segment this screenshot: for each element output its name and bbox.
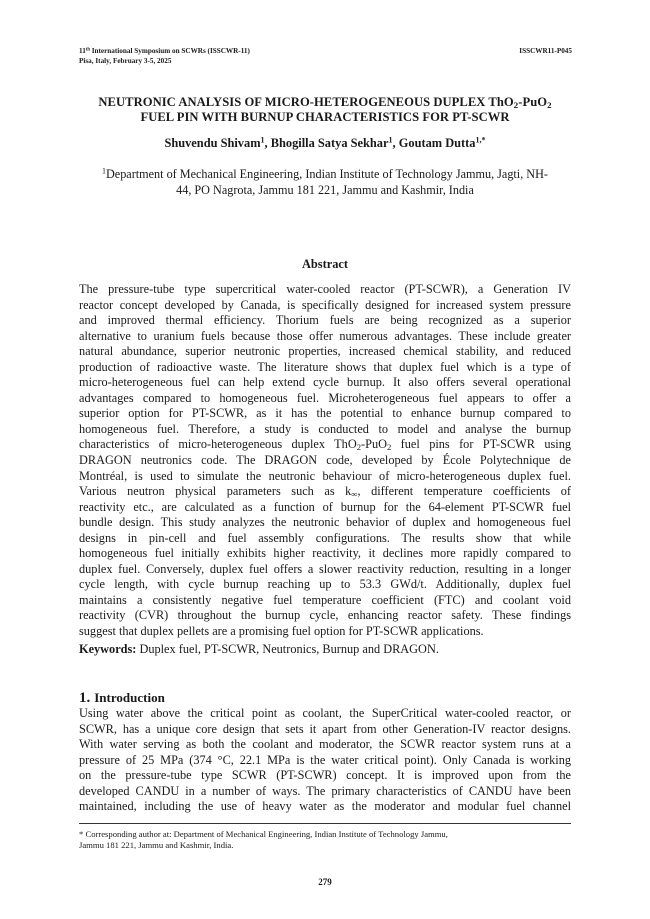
body-line: SCWR, has a unique core design that sets it apart from other Generation-IV reactor designs. xyxy=(79,721,571,736)
abstract-line: characteristics of micro-heterogeneous duplex ThO$_2$-PuO$_2$ fuel pins for PT-SCWR using xyxy=(79,437,571,453)
footnote-divider xyxy=(79,823,571,824)
abstract-line: homogeneous fuel initially exhibits higher reactivity, it declines more rapidly compared to xyxy=(79,546,571,561)
keywords xyxy=(79,642,571,657)
body-line: With water serving as both the coolant and moderator, the SCWR reactor system runs at a xyxy=(79,737,571,752)
section-number: 1. xyxy=(79,690,91,706)
abstract-line: The pressure-tube type supercritical water-cooled reactor (PT-SCWR), a Generation IV xyxy=(79,282,571,296)
abstract-line: superior option for PT-SCWR, as it has the potential to enhance burnup compared to xyxy=(79,406,571,421)
page-number: 279 xyxy=(318,877,332,887)
abstract-line: bundle design. This study analyzes the neutronic behavior of duplex and homogeneous fuel xyxy=(79,515,571,530)
body-line: maintained, including the use of heavy water as the moderator and modular fuel channel xyxy=(79,799,571,814)
abstract-line: reactivity etc., are calculated as a function of burnup for the 64-element PT-SCWR fuel xyxy=(79,499,571,514)
keywords-label: Keywords: xyxy=(79,642,137,656)
introduction-body xyxy=(79,706,571,815)
conference-name: 11th International Symposium on SCWRs (ISSCWR-11) xyxy=(79,47,250,55)
abstract-line: and improved thermal efficiency. Thorium fuels are being recognized as a superior xyxy=(79,313,571,328)
abstract-line: suggest that duplex pellets are a promising fuel option for PT-SCWR applications. xyxy=(79,624,484,639)
corresponding-author-footnote: * Corresponding author at: Department of Mechanical Engineering, Indian Institute of Technology Jammu, Jammu 181 221, Jammu and Kashmir, India. xyxy=(79,829,448,851)
abstract-line: Montréal, is used to simulate the neutronic behaviour of micro-heterogeneous duplex fuel. xyxy=(79,468,571,483)
abstract-line: cycle length, with cycle burnup reaching up to 53.3 GWd/t. Additionally, duplex fuel xyxy=(79,577,571,592)
conference-location-date: Pisa, Italy, February 3-5, 2025 xyxy=(79,57,172,65)
body-line: on the pressure-tube type SCWR (PT-SCWR) concept. It is improved upon from the xyxy=(79,768,571,783)
author-affiliation: $^1$Department of Mechanical Engineering, Indian Institute of Technology Jammu, Jagti, NH- 44, PO Nagrota, Jammu 181 221, Jammu and Kashmir, India xyxy=(102,166,548,197)
abstract-line: natural abundance, superior neutronic properties, increased chemical stability, and reduced xyxy=(79,344,571,359)
abstract-line: homogeneous fuel. Therefore, a study is conducted to model and analyse the burnup xyxy=(79,421,571,436)
abstract-line: alternative to uranium fuels because those offer numerous advantages. These include greater xyxy=(79,328,571,343)
paper-id: ISSCWR11-P045 xyxy=(519,47,572,55)
abstract-line: micro-heterogeneous fuel can help extend cycle burnup. It also offers several operational xyxy=(79,375,571,390)
abstract-body xyxy=(79,282,571,640)
body-line: pressure of 25 MPa (374 °C, 22.1 MPa is the water critical point). Only Canada is working xyxy=(79,752,571,767)
abstract-line: designs in pin-cell and fuel assembly configurations. The results show that while xyxy=(79,530,571,545)
body-line: developed CANDU in a number of ways. The primary characteristics of CANDU have been xyxy=(79,783,571,798)
abstract-line: duplex fuel. Conversely, duplex fuel offers a slower reactivity reduction, resulting in a longer xyxy=(79,561,571,576)
abstract-heading: Abstract xyxy=(301,257,349,271)
author-name: Shuvendu Shivam xyxy=(164,136,261,150)
section-title: Introduction xyxy=(94,690,165,705)
abstract-line: DRAGON neutronics code. The DRAGON code, developed by École Polytechnique de xyxy=(79,453,571,468)
abstract-line: Various neutron physical parameters such as $k_\infty$, different temperature coefficients of xyxy=(79,484,571,500)
author-name: Goutam Dutta xyxy=(398,136,476,150)
conference-header xyxy=(79,46,250,66)
abstract-line: reactivity (CVR) throughout the burnup cycle, enhancing reactor safety. These findings xyxy=(79,608,571,623)
abstract-line: production of radioactive waste. The literature shows that duplex fuel which is a type of xyxy=(79,359,571,374)
author-list: Shuvendu Shivam$^1$, Bhogilla Satya Sekhar$^1$, Goutam Dutta$^{1,*}$ xyxy=(164,135,486,150)
paper-title: NEUTRONIC ANALYSIS OF MICRO-HETEROGENEOUS DUPLEX ThO$_2$-PuO$_2$ FUEL PIN WITH BURNUP CHARACTERISTICS FOR PT-SCWR xyxy=(98,95,552,124)
section-heading-introduction xyxy=(79,690,165,707)
keywords-text: Duplex fuel, PT-SCWR, Neutronics, Burnup and DRAGON. xyxy=(136,642,439,656)
abstract-line: reactor concept developed by Canada, is specifically designed for increased system pressure xyxy=(79,297,571,312)
abstract-line: advantages compared to homogeneous fuel. Microheterogeneous fuel appears to offer a xyxy=(79,390,571,405)
author-name: Bhogilla Satya Sekhar xyxy=(270,136,389,150)
abstract-line: maintains a consistently negative fuel temperature coefficient (FTC) and coolant void xyxy=(79,592,571,607)
body-line: Using water above the critical point as coolant, the SuperCritical water-cooled reactor, or xyxy=(79,706,571,720)
